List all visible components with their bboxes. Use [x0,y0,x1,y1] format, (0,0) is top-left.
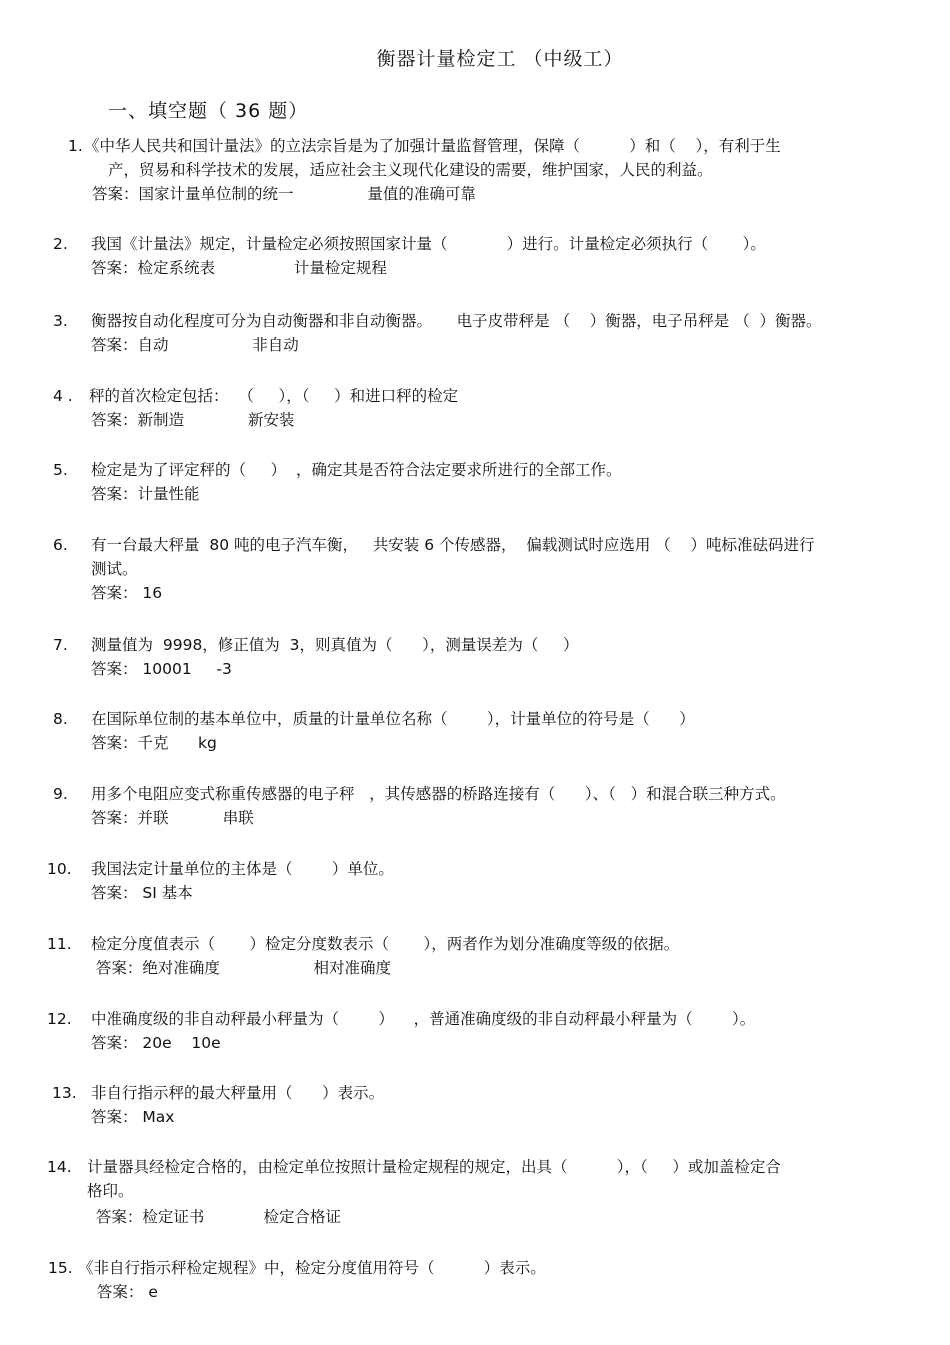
document-title: 衡器计量检定工 （中级工） [376,48,624,70]
question-text: 中准确度级的非自动秤最小秤量为（ ） ，普通准确度级的非自动秤最小秤量为（ ）。 [91,1010,756,1028]
question-item [53,232,923,280]
answer-text: 答案：新制造 新安装 [91,411,295,429]
question-text: 检定分度值表示（ ）检定分度数表示（ ），两者作为划分准确度等级的依据。 [91,935,680,953]
answer-text: 答案：千克 kg [91,734,217,752]
section-heading: 一、填空题（ 36 题） [108,100,309,122]
question-text: 秤的首次检定包括： （ ），（ ）和进口秤的检定 [89,387,459,405]
question-number: 15. [48,1259,73,1277]
question-item [53,458,923,506]
question-number: 12. [47,1010,72,1028]
question-item [53,633,923,681]
question-text: 测量值为 9998，修正值为 3，则真值为（ ），测量误差为（ ） [91,636,579,654]
question-number: 5. [53,461,68,479]
question-item [48,1256,923,1304]
answer-text: 答案： 10001 -3 [91,660,232,678]
question-number: 4 . [53,387,73,405]
question-number: 10. [47,860,72,878]
question-number: 7. [53,636,68,654]
question-item [53,309,923,357]
question-text: 《非自行指示秤检定规程》中，检定分度值用符号（ ）表示。 [78,1259,546,1277]
question-item [53,782,923,830]
question-text: 《中华人民共和国计量法》的立法宗旨是为了加强计量监督管理，保障（ ）和（ ），有利于生 [84,137,781,155]
answer-text: 答案：自动 非自动 [91,336,299,354]
question-number: 3. [53,312,68,330]
answer-text: 答案：检定证书 检定合格证 [91,1208,342,1226]
question-text: 测试。 [91,560,138,578]
question-text: 非自行指示秤的最大秤量用（ ）表示。 [91,1084,385,1102]
question-item [53,384,923,432]
question-text: 产，贸易和科学技术的发展，适应社会主义现代化建设的需要，维护国家，人民的利益。 [108,161,713,179]
question-number: 8. [53,710,68,728]
answer-text: 答案： Max [91,1108,175,1126]
question-item [52,1081,923,1129]
question-number: 6. [53,536,68,554]
question-item [53,707,923,755]
answer-text: 答案： 20e 10e [91,1034,221,1052]
question-text: 格印。 [87,1182,134,1200]
question-text: 计量器具经检定合格的，由检定单位按照计量检定规程的规定，出具（ ），（ ）或加盖检定合 [87,1158,781,1176]
answer-text: 答案： e [92,1283,158,1301]
answer-text: 答案： SI 基本 [91,884,193,902]
question-item [53,533,923,605]
question-item [47,932,923,980]
question-text: 衡器按自动化程度可分为自动衡器和非自动衡器。 电子皮带秤是 （ ）衡器，电子吊秤是 （ ）衡器。 [91,312,822,330]
question-item [47,1155,923,1229]
answer-text: 答案：国家计量单位制的统一 量值的准确可靠 [92,185,476,203]
question-item [47,1007,923,1055]
question-text: 我国法定计量单位的主体是（ ）单位。 [91,860,394,878]
question-number: 1. [68,137,83,155]
question-text: 在国际单位制的基本单位中，质量的计量单位名称（ ），计量单位的符号是（ ） [91,710,695,728]
question-number: 13. [52,1084,77,1102]
question-text: 有一台最大秤量 80 吨的电子汽车衡， 共安装 6 个传感器， 偏载测试时应选用 （ ）吨标准砝码进行 [91,536,815,554]
question-number: 14. [47,1158,72,1176]
question-text: 我国《计量法》规定，计量检定必须按照国家计量（ ）进行。计量检定必须执行（ ）。 [91,235,766,253]
answer-text: 答案：检定系统表 计量检定规程 [91,259,387,277]
question-item [47,857,923,905]
answer-text: 答案： 16 [91,584,163,602]
answer-text: 答案：计量性能 [91,485,200,503]
question-number: 2. [53,235,68,253]
question-number: 11. [47,935,72,953]
question-number: 9. [53,785,68,803]
answer-text: 答案：绝对准确度 相对准确度 [91,959,392,977]
question-item [68,134,918,206]
question-text: 检定是为了评定秤的（ ） ，确定其是否符合法定要求所进行的全部工作。 [91,461,622,479]
question-text: 用多个电阻应变式称重传感器的电子秤 ，其传感器的桥路连接有（ ）、（ ）和混合联三种方式。 [91,785,786,803]
answer-text: 答案：并联 串联 [91,809,254,827]
